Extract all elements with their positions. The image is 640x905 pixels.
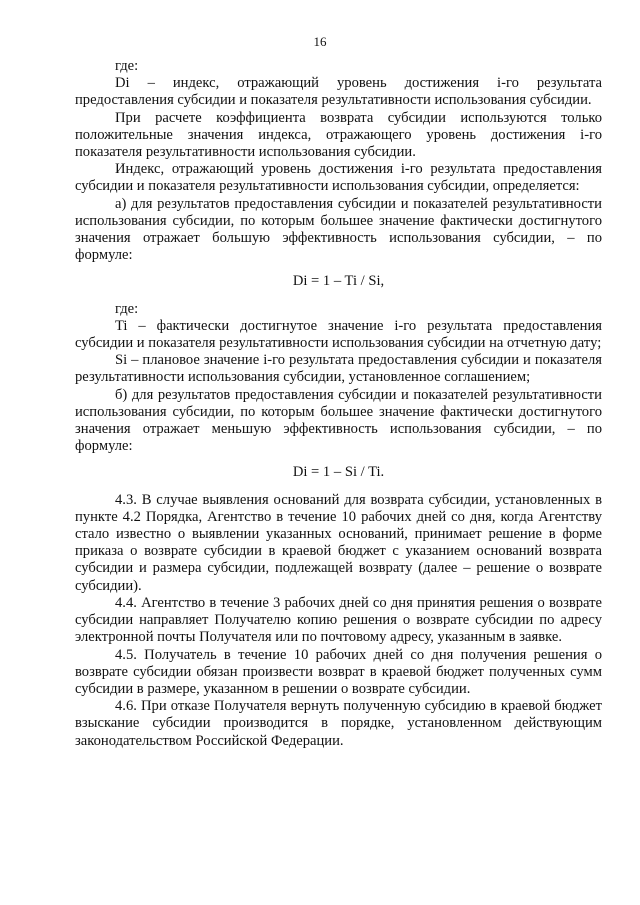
where-label-2: где: [115, 300, 139, 317]
paragraph-4-5: 4.5. Получатель в течение 10 рабочих дней со дня получения решения о возврате субсидии обязан произвести возврат в краевой бюджет полученных сумм субсидии в размере, указанном в решении о возврате субсидии. [75, 646, 602, 697]
paragraph-si-definition: Si – плановое значение i-го результата предоставления субсидии и показателя результативности использования субсидии, установленное соглашением; [75, 352, 602, 386]
paragraph-index-intro: Индекс, отражающий уровень достижения i-го результата предоставления субсидии и показателя результативности использования субсидии, определяется: [75, 161, 602, 195]
paragraph-coefficient-note: При расчете коэффициента возврата субсидии используются только положительные значения индекса, отражающего уровень достижения i-го показателя результативности использования субсидии. [75, 109, 602, 161]
paragraph-4-6: 4.6. При отказе Получателя вернуть полученную субсидию в краевой бюджет взыскание субсидии производится в порядке, установленном действующим законодательством Российской Федерации. [75, 698, 602, 749]
paragraph-4-3: 4.3. В случае выявления оснований для возврата субсидии, установленных в пункте 4.2 Порядка, Агентство в течение 10 рабочих дней со дня, когда Агентству стало известно о выявлении указанных оснований, принимает решение в форме приказа о возврате субсидии в краевой бюджет с указанием оснований возврата субсидии и размера субсидии, подлежащей возврату (далее – решение о возврате субсидии). [75, 491, 602, 594]
paragraph-item-b: б) для результатов предоставления субсидии и показателей результативности использования субсидии, по которым большее значение фактически достигнутого значения отражает меньшую эффективность использования субсидии, – по формуле: [75, 386, 602, 455]
paragraph-di-definition: Di – индекс, отражающий уровень достижения i-го результата предоставления субсидии и показателя результативности использования субсидии. [75, 75, 602, 109]
paragraph-item-a: а) для результатов предоставления субсидии и показателей результативности использования субсидии, по которым большее значение фактически достигнутого значения отражает большую эффективность использования субсидии, – по формуле: [75, 195, 602, 264]
where-label: где: [115, 58, 139, 74]
paragraph-ti-definition: Ti – фактически достигнутое значение i-го результата предоставления субсидии и показателя результативности использования субсидии на отчетную дату; [75, 317, 602, 352]
paragraph-4-4: 4.4. Агентство в течение 3 рабочих дней со дня принятия решения о возврате субсидии направляет Получателю копию решения о возврате субсидии по адресу электронной почты Получателя или по почтовому адресу, указанным в заявке. [75, 594, 602, 646]
page-number: 16 [313, 34, 327, 49]
formula-di-si-ti: Di = 1 – Si / Ti. [292, 464, 385, 481]
formula-di-ti-si: Di = 1 – Ti / Si, [292, 273, 385, 290]
document-body [75, 58, 602, 750]
